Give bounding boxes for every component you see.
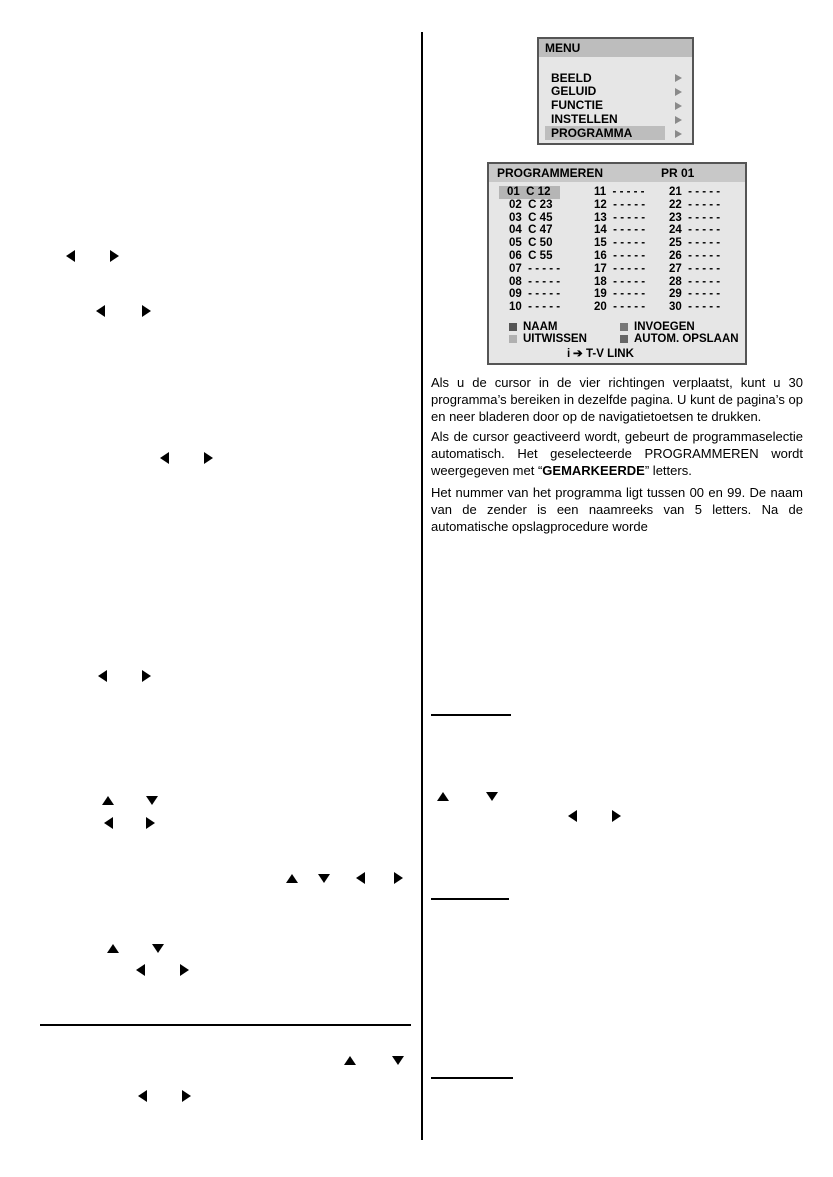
horizontal-divider xyxy=(40,1024,411,1026)
naam-color-icon xyxy=(509,323,517,331)
paragraph-2: Als de cursor geactiveerd wordt, gebeurt de programmaselectie automatisch. Het geselecteerde PROGRAMMEREN wordt weergegeven met “GEMARKEERDE” letters. xyxy=(431,429,803,478)
program-entry[interactable]: 06 C 55 xyxy=(509,250,553,262)
arrow-right-icon xyxy=(675,116,682,124)
programmeren-panel xyxy=(487,162,747,365)
up-arrow-icon xyxy=(437,792,449,801)
program-entry[interactable]: 17 - - - - - xyxy=(594,262,646,275)
menu-item-geluid[interactable]: GELUID xyxy=(551,84,597,98)
left-arrow-icon xyxy=(66,250,75,262)
right-arrow-icon xyxy=(204,452,213,464)
program-entry[interactable]: 14 - - - - - xyxy=(594,224,646,237)
main-menu xyxy=(537,37,694,145)
left-arrow-icon xyxy=(160,452,169,464)
left-arrow-icon xyxy=(138,1090,147,1102)
program-number: PR 01 xyxy=(661,166,695,180)
autom-color-icon xyxy=(620,335,628,343)
menu-item-beeld[interactable]: BEELD xyxy=(551,71,592,85)
arrow-right-icon xyxy=(675,130,682,138)
down-arrow-icon xyxy=(392,1056,404,1065)
legend-autom-opslaan[interactable]: AUTOM. OPSLAAN xyxy=(634,333,739,345)
program-entry[interactable]: 28 - - - - - xyxy=(669,275,721,288)
menu-title: MENU xyxy=(539,39,692,57)
program-entry[interactable]: 22 - - - - - xyxy=(669,198,721,211)
program-entry[interactable]: 09 - - - - - xyxy=(509,288,561,301)
program-entry[interactable]: 27 - - - - - xyxy=(669,262,721,275)
program-entry[interactable]: 11 - - - - - xyxy=(594,186,645,198)
program-entry[interactable]: 04 C 47 xyxy=(509,224,553,237)
program-entry[interactable]: 18 - - - - - xyxy=(594,275,646,288)
program-entry[interactable]: 08 - - - - - xyxy=(509,275,561,288)
program-entry[interactable]: 01 C 12 xyxy=(499,186,560,199)
arrow-right-icon xyxy=(675,102,682,110)
left-arrow-icon xyxy=(96,305,105,317)
right-arrow-icon xyxy=(180,964,189,976)
up-arrow-icon xyxy=(344,1056,356,1065)
program-entry[interactable]: 13 - - - - - xyxy=(594,211,646,224)
right-arrow-icon xyxy=(142,670,151,682)
left-arrow-icon xyxy=(356,872,365,884)
up-arrow-icon xyxy=(102,796,114,805)
program-entry[interactable]: 20 - - - - - xyxy=(594,301,646,314)
column-divider xyxy=(421,32,423,1140)
paragraph-3: Het nummer van het programma ligt tussen 00 en 99. De naam van de zender is een naamreeks van 5 letters. Na de automatische opslagprocedure worde xyxy=(431,485,803,534)
left-arrow-icon xyxy=(136,964,145,976)
legend-tv-link[interactable]: T-V LINK xyxy=(586,348,634,360)
program-entry[interactable]: 03 C 45 xyxy=(509,211,553,224)
down-arrow-icon xyxy=(152,944,164,953)
invoegen-color-icon xyxy=(620,323,628,331)
program-entry[interactable]: 05 C 50 xyxy=(509,237,553,250)
right-arrow-icon xyxy=(146,817,155,829)
program-entry[interactable]: 19 - - - - - xyxy=(594,288,646,301)
right-arrow-icon xyxy=(612,810,621,822)
down-arrow-icon xyxy=(486,792,498,801)
arrow-right-icon xyxy=(675,74,682,82)
program-entry[interactable]: 29 - - - - - xyxy=(669,288,721,301)
down-arrow-icon xyxy=(318,874,330,883)
arrow-right-icon: ➔ xyxy=(573,348,583,360)
program-entry[interactable]: 23 - - - - - xyxy=(669,211,721,224)
section-heading-underline xyxy=(431,714,511,716)
legend-invoegen[interactable]: INVOEGEN xyxy=(634,321,695,333)
program-entry[interactable]: 12 - - - - - xyxy=(594,198,646,211)
program-entry[interactable]: 16 - - - - - xyxy=(594,250,646,262)
info-icon: i xyxy=(567,348,571,360)
right-arrow-icon xyxy=(182,1090,191,1102)
program-entry[interactable]: 26 - - - - - xyxy=(669,250,721,262)
right-arrow-icon xyxy=(142,305,151,317)
programmeren-title: PROGRAMMEREN xyxy=(497,166,604,180)
legend-naam[interactable]: NAAM xyxy=(523,321,558,333)
program-entry[interactable]: 02 C 23 xyxy=(509,198,553,211)
up-arrow-icon xyxy=(286,874,298,883)
menu-item-programma[interactable]: PROGRAMMA xyxy=(545,126,665,140)
down-arrow-icon xyxy=(146,796,158,805)
paragraph-1: Als u de cursor in de vier richtingen verplaatst, kunt u 30 programma’s bereiken in dezelfde pagina. U kunt de pagina’s op en neer bladeren door op de navigatietoetsen te drukken. xyxy=(431,375,803,424)
program-entry[interactable]: 30 - - - - - xyxy=(669,301,721,314)
section-heading-underline xyxy=(431,898,509,900)
legend-uitwissen[interactable]: UITWISSEN xyxy=(523,333,587,345)
right-arrow-icon xyxy=(110,250,119,262)
left-arrow-icon xyxy=(98,670,107,682)
program-entry[interactable]: 25 - - - - - xyxy=(669,237,721,250)
right-arrow-icon xyxy=(394,872,403,884)
left-arrow-icon xyxy=(568,810,577,822)
program-entry[interactable]: 10 - - - - - xyxy=(509,301,561,314)
section-heading-underline xyxy=(431,1077,513,1079)
menu-item-instellen[interactable]: INSTELLEN xyxy=(551,112,618,126)
program-entry[interactable]: 15 - - - - - xyxy=(594,237,646,250)
uitwissen-color-icon xyxy=(509,335,517,343)
menu-item-functie[interactable]: FUNCTIE xyxy=(551,98,603,112)
left-arrow-icon xyxy=(104,817,113,829)
program-entry[interactable]: 24 - - - - - xyxy=(669,224,721,237)
arrow-right-icon xyxy=(675,88,682,96)
program-entry[interactable]: 21 - - - - - xyxy=(669,186,721,198)
program-entry[interactable]: 07 - - - - - xyxy=(509,262,561,275)
up-arrow-icon xyxy=(107,944,119,953)
